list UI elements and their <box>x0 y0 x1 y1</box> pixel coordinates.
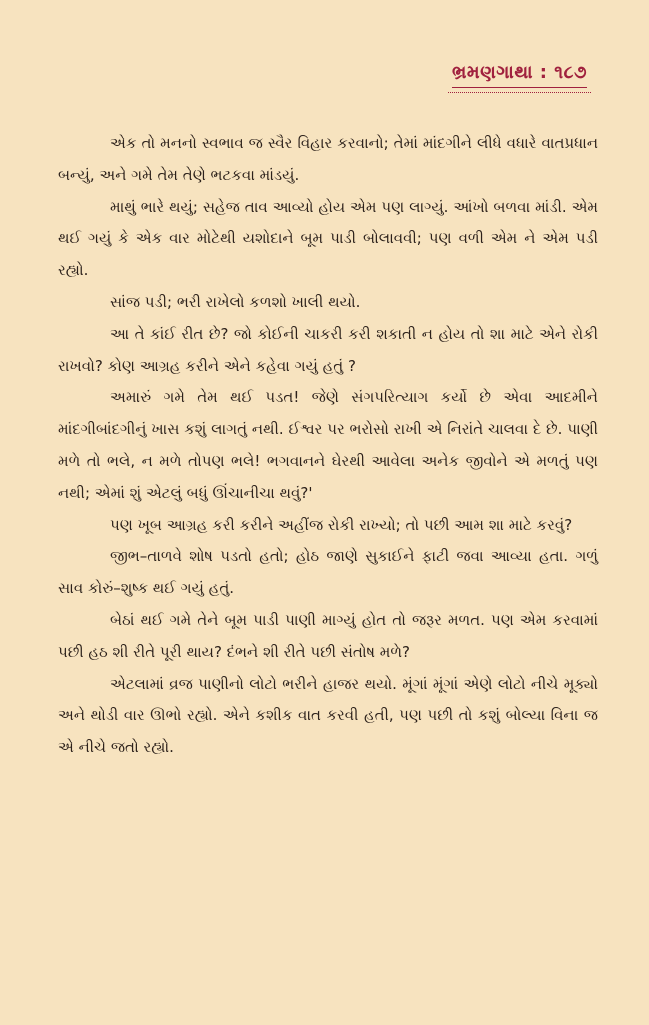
page-header-title: ભ્રમણગાથા : ૧૮૭ <box>452 62 587 88</box>
paragraph-6: પણ ખૂબ આગ્રહ કરી કરીને અહીંજ રોકી રાખ્યો; તો પછી આમ શા માટે કરવું? <box>110 515 573 534</box>
paragraph-3: સાંજ પડી; ભરી રાખેલો કળશો ખાલી થયો. <box>110 292 361 311</box>
running-header <box>452 62 587 88</box>
paragraph-9: એટલામાં વ્રજ પાણીનો લોટો ભરીને હાજર થયો. મૂંગાં મૂંગાં એણે લોટો નીચે મૂક્યો અને થોડી વાર ઊભો રહ્યો. એને કશીક વાત કરવી હતી, પણ પછી તો કશું બોલ્યા વિના જ એ નીચે જતો રહ્યો. <box>58 674 598 757</box>
paragraph-2: માથું ભારે થયું; સહેજ તાવ આવ્યો હોય એમ પણ લાગ્યું. આંખો બળવા માંડી. એમ થઈ ગયું કે એક વાર મોટેથી યશોદાને બૂમ પાડી બોલાવવી; પણ વળી એમ ને એમ પડી રહ્યો. <box>58 197 598 280</box>
paragraph-5: અમારું ગમે તેમ થઈ પડત! જેણે સંગપરિત્યાગ કર્યો છે એવા આદમીને માંદગીબાંદગીનું ખાસ કશું લાગતું નથી. ઈશ્વર પર ભરોસો રાખી એ નિરાંતે ચાલવા દે છે. પાણી મળે તો ભલે, ન મળે તોપણ ભલે! ભગવાનને ઘેરથી આવેલા અનેક જીવોને એ મળતું પણ નથી; એમાં શું એટલું બધું ઊંચાનીચા થવું?' <box>58 388 598 502</box>
paragraph-4: આ તે કાંઈ રીત છે? જો કોઈની ચાકરી કરી શકાતી ન હોય તો શા માટે એને રોકી રાખવો? કોણ આગ્રહ કરીને એને કહેવા ગયું હતું ? <box>58 324 598 375</box>
paragraph-7: જીભ–તાળવે શોષ પડતો હતો; હોઠ જાણે સુકાઈને ફાટી જવા આવ્યા હતા. ગળું સાવ કોરું–શુષ્ક થઈ ગયું હતું. <box>58 547 598 598</box>
paragraph-1: એક તો મનનો સ્વભાવ જ સ્વૈર વિહાર કરવાનો; તેમાં માંદગીને લીધે વધારે વાતપ્રધાન બન્યું, અને ગમે તેમ તેણે ભટકવા માંડયું. <box>58 134 598 184</box>
paragraph-8: બેઠાં થઈ ગમે તેને બૂમ પાડી પાણી માગ્યું હોત તો જરૂર મળત. પણ એમ કરવામાં પછી હઠ શી રીતે પૂરી થાય? દંભને શી રીતે પછી સંતોષ મળે? <box>58 610 598 661</box>
body-text <box>58 128 598 764</box>
